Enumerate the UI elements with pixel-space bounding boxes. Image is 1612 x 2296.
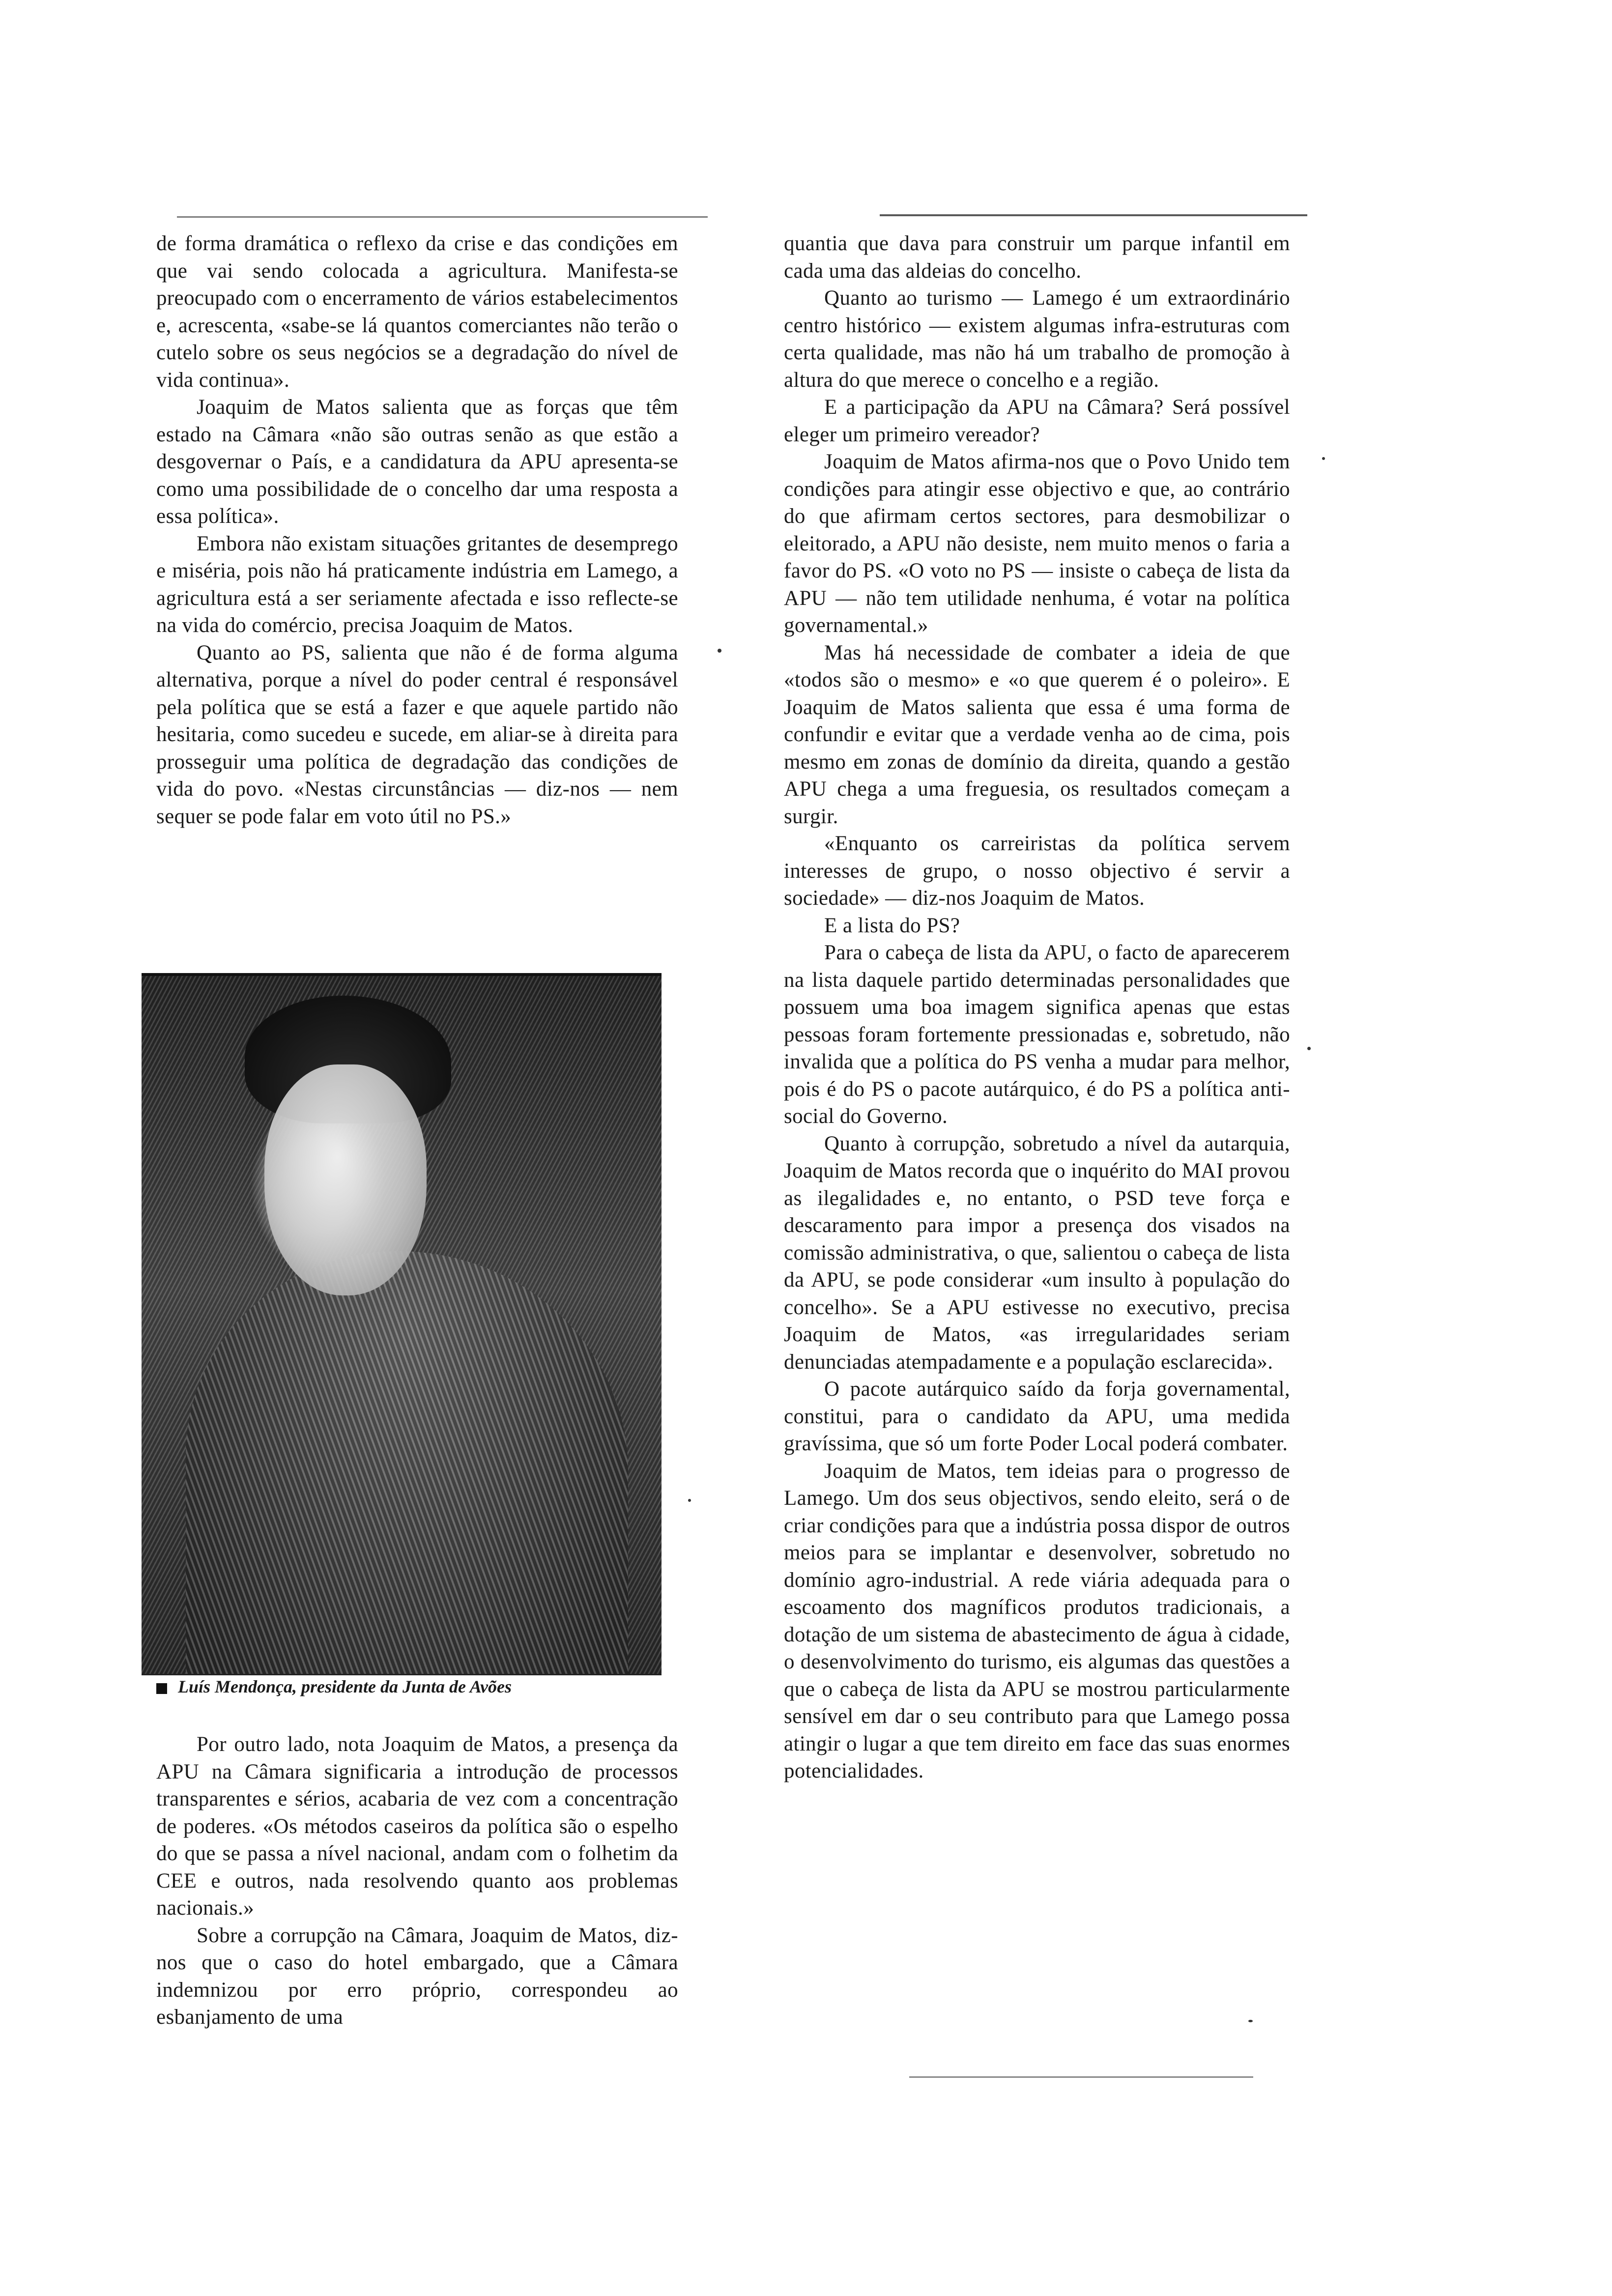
paragraph: Sobre a corrupção na Câmara, Joaquim de Matos, diz-nos que o caso do hotel embargado, que a Câmara indemnizou por erro próprio, correspondeu ao esbanjamento de uma [156, 1923, 678, 2029]
paragraph: Joaquim de Matos, tem ideias para o progresso de Lamego. Um dos seus objectivos, sendo eleito, será o de criar condições para que a indústria possa dispor de outros meios para se implantar e desenvolver, sobretudo no domínio agro-industrial. A rede viária adequada para o escoamento dos magníficos produtos tradicionais, a dotação de um sistema de abastecimento de água à cidade, o desenvolvimento do turismo, eis algumas das questões a que o cabeça de lista da APU se mostrou particularmente sensível em dar o seu contributo para que Lamego possa atingir o lugar a que tem direito em face das suas enormes potencialidades. [784, 1459, 1290, 1782]
portrait-photo [142, 973, 662, 1675]
paragraph: quantia que dava para construir um parque infantil em cada uma das aldeias do concelho. [784, 232, 1290, 283]
top-rule-left [177, 216, 708, 218]
left-column-lower [156, 1731, 678, 2031]
scan-speck [1322, 457, 1325, 460]
paragraph: E a participação da APU na Câmara? Será possível eleger um primeiro vereador? [784, 396, 1290, 446]
paragraph: O pacote autárquico saído da forja governamental, constitui, para o candidato da APU, uma medida gravíssima, que só um forte Poder Local poderá combater. [784, 1378, 1290, 1455]
bottom-rule [909, 2076, 1253, 2078]
paragraph: «Enquanto os carreiristas da política servem interesses de grupo, o nosso objectivo é servir a sociedade» — diz-nos Joaquim de Matos. [784, 832, 1290, 910]
paragraph: Para o cabeça de lista da APU, o facto de aparecerem na lista daquele partido determinadas personalidades que possuem uma boa imagem significa apenas que estas pessoas foram fortemente pressionadas e, sobretudo, não invalida que a política do PS venha a mudar para melhor, pois é do PS o pacote autárquico, é do PS a política anti-social do Governo. [784, 941, 1290, 1128]
paragraph: Embora não existam situações gritantes de desemprego e miséria, pois não há praticamente indústria em Lamego, a agricultura está a ser seriamente afectada e isso reflecte-se na vida do comércio, precisa Joaquim de Matos. [156, 532, 678, 637]
photo-face [264, 1064, 427, 1295]
paragraph: Por outro lado, nota Joaquim de Matos, a presença da APU na Câmara significaria a introdução de processos transparentes e sérios, acabaria de vez com a concentração de poderes. «Os métodos caseiros da política são o espelho do que se passa a nível nacional, andam com o folhetim da CEE e outros, nada resolvendo quanto aos problemas nacionais.» [156, 1733, 678, 1920]
paragraph: Quanto ao PS, salienta que não é de forma alguma alternativa, porque a nível do poder central é responsável pela política que se está a fazer e que aquele partido não hesitaria, como sucedeu e sucede, em aliar-se à direita para prosseguir uma política de degradação das condições de vida do povo. «Nestas circunstâncias — diz-nos — nem sequer se pode falar em voto útil no PS.» [156, 641, 678, 828]
paragraph: de forma dramática o reflexo da crise e das condições em que vai sendo colocada a agricultura. Manifesta-se preocupado com o encerramento de vários estabelecimentos e, acrescenta, «sabe-se lá quantos comerciantes não terão o cutelo sobre os seus negócios se a degradação do nível de vida continua». [156, 232, 678, 392]
scan-speck [718, 649, 721, 653]
paragraph: Quanto à corrupção, sobretudo a nível da autarquia, Joaquim de Matos recorda que o inquérito do MAI provou as ilegalidades e, no entanto, o PSD teve força e descaramento para impor a presença dos visados na comissão administrativa, o que, salientou o cabeça de lista da APU, se pode considerar «um insulto à população do concelho». Se a APU estivesse no executivo, precisa Joaquim de Matos, «as irregularidades seriam denunciadas atempadamente e a população esclarecida». [784, 1132, 1290, 1374]
paragraph: E a lista do PS? [824, 914, 960, 937]
right-column [784, 230, 1290, 1785]
photo-caption [156, 1676, 677, 1697]
paragraph: Mas há necessidade de combater a ideia de que «todos são o mesmo» e «o que querem é o poleiro». E Joaquim de Matos salienta que essa é uma forma de confundir e evitar que a verdade venha ao de cima, pois mesmo em zonas de domínio da direita, quando a gestão APU chega a uma freguesia, os resultados começam a surgir. [784, 641, 1290, 828]
paragraph: Joaquim de Matos salienta que as forças que têm estado na Câmara «não são outras senão as que estão a desgovernar o País, e a candidatura da APU apresenta-se como uma possibilidade de o concelho dar uma resposta a essa política». [156, 396, 678, 528]
caption-text: Luís Mendonça, presidente da Junta de Avões [178, 1677, 512, 1696]
paragraph: Quanto ao turismo — Lamego é um extraordinário centro histórico — existem algumas infra-estruturas com certa qualidade, mas não há um trabalho de promoção à altura do que merece o concelho e a região. [784, 287, 1290, 392]
photo-body [186, 1251, 628, 1674]
left-column-upper [156, 230, 678, 830]
paragraph: Joaquim de Matos afirma-nos que o Povo Unido tem condições para atingir esse objectivo e que, ao contrário do que afirmam certos sectores, para desmobilizar o eleitorado, a APU não desiste, nem muito menos o faria a favor do PS. «O voto no PS — insiste o cabeça de lista da APU — não tem utilidade nenhuma, é votar na política governamental.» [784, 450, 1290, 637]
scan-speck [688, 1499, 691, 1502]
top-rule-right [880, 214, 1307, 216]
scan-speck [1248, 2020, 1253, 2022]
scan-speck [1307, 1047, 1311, 1050]
caption-bullet-icon [156, 1683, 167, 1694]
